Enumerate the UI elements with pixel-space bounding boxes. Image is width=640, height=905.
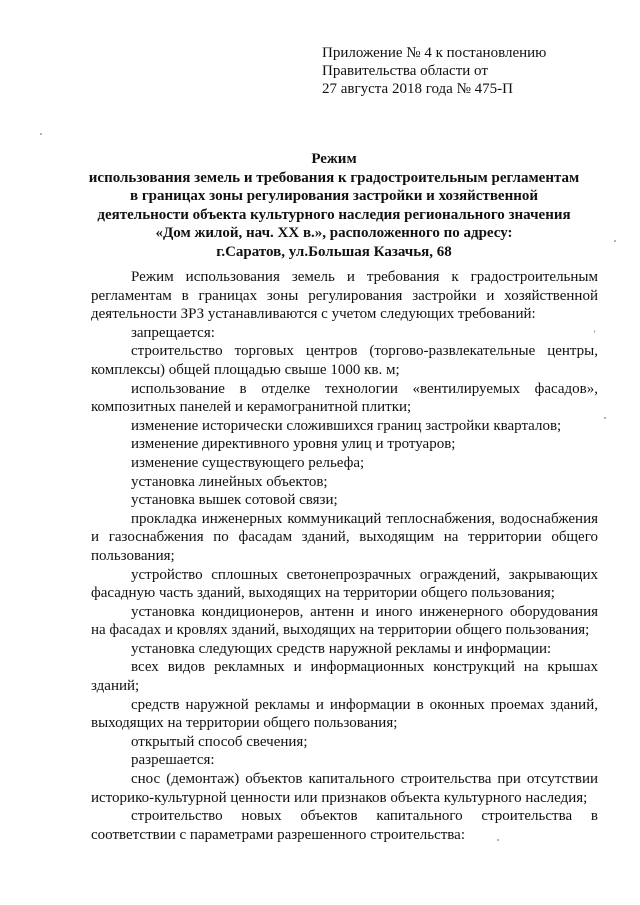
paragraph-item: изменение исторически сложившихся границ застройки кварталов; <box>131 417 562 434</box>
appendix-header <box>322 44 622 98</box>
title-line-1: Режим <box>311 151 357 167</box>
appendix-line-2: Правительства области от <box>322 63 488 79</box>
paragraph-item: строительство новых объектов капитального строительства в соответствии с параметрами разрешенного строительства: <box>91 808 598 843</box>
paragraph-item: средств наружной рекламы и информации в оконных проемах зданий, выходящих на территории общего пользования; <box>91 696 598 732</box>
paragraph-intro: Режим использования земель и требования к градостроительным регламентам в границах зоны регулирования застройки и хозяйственной деятельности ЗРЗ устанавливаются с учетом следующих требований: <box>91 269 598 323</box>
paragraph-item: установка линейных объектов; <box>131 473 328 490</box>
appendix-line-1: Приложение № 4 к постановлению <box>322 45 547 61</box>
paragraph-allowed-heading: разрешается: <box>131 752 215 769</box>
scan-speck <box>594 330 595 333</box>
paragraph-item: изменение директивного уровня улиц и тротуаров; <box>131 436 456 453</box>
paragraph-item: всех видов рекламных и информационных конструкций на крышах зданий; <box>91 659 598 695</box>
scan-speck <box>604 417 606 419</box>
scan-speck <box>40 133 42 135</box>
document-body <box>91 268 598 844</box>
paragraph-item: установка следующих средств наружной рекламы и информации: <box>131 640 552 657</box>
appendix-line-3: 27 августа 2018 года № 475-П <box>322 81 513 97</box>
paragraph-item: использование в отделке технологии «вентилируемых фасадов», композитных панелей и керамогранитной плитки; <box>91 380 598 416</box>
document-title <box>70 150 598 262</box>
title-line-6: г.Саратов, ул.Большая Казачья, 68 <box>216 243 452 260</box>
paragraph-item: прокладка инженерных коммуникаций теплоснабжения, водоснабжения и газоснабжения по фасадам зданий, выходящим на территории общего пользования; <box>91 510 598 564</box>
paragraph-prohibited-heading: запрещается: <box>131 324 215 341</box>
paragraph-item: изменение существующего рельефа; <box>131 454 365 471</box>
title-line-5: «Дом жилой, нач. XX в.», расположенного по адресу: <box>155 225 513 242</box>
scan-speck <box>614 240 616 242</box>
paragraph-item: установка вышек сотовой связи; <box>131 492 338 509</box>
title-line-4: деятельности объекта культурного наследия регионального значения <box>97 206 571 223</box>
paragraph-item: строительство торговых центров (торгово-развлекательные центры, комплексы) общей площадью свыше 1000 кв. м; <box>91 343 598 378</box>
title-line-3: в границах зоны регулирования застройки и хозяйственной <box>129 188 539 205</box>
paragraph-item: устройство сплошных светонепрозрачных ограждений, закрывающих фасадную часть зданий, выходящих на территории общего пользования; <box>91 566 598 602</box>
scan-speck <box>497 839 499 841</box>
paragraph-item: открытый способ свечения; <box>131 733 308 750</box>
title-line-2: использования земель и требования к градостроительным регламентам <box>88 169 580 186</box>
paragraph-item: снос (демонтаж) объектов капитального строительства при отсутствии историко-культурной ценности или признаков объекта культурного наследия; <box>91 771 598 806</box>
paragraph-item: установка кондиционеров, антенн и иного инженерного оборудования на фасадах и кровлях зданий, выходящих на территории общего пользования; <box>91 603 598 639</box>
